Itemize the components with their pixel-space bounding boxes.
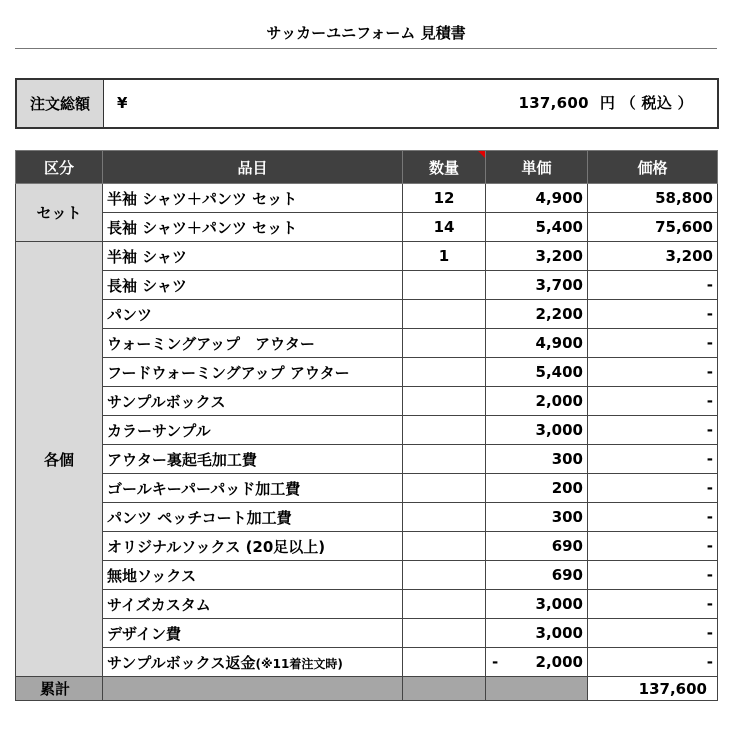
header-quantity [403, 151, 486, 184]
table-row [16, 416, 718, 445]
price-cell[interactable]: - [588, 474, 718, 503]
quantity-cell[interactable] [403, 532, 486, 561]
item-cell[interactable]: オリジナルソックス (20足以上) [103, 532, 403, 561]
total-filler [103, 677, 403, 701]
quantity-cell[interactable] [403, 300, 486, 329]
item-cell[interactable]: パンツ ペッチコート加工費 [103, 503, 403, 532]
document-title: サッカーユニフォーム 見積書 [266, 24, 466, 42]
unit-price-cell[interactable]: 4,900 [486, 184, 588, 213]
order-total-box [15, 78, 719, 129]
quantity-cell[interactable] [403, 561, 486, 590]
unit-price-cell-refund[interactable] [486, 648, 588, 677]
price-cell[interactable]: - [588, 416, 718, 445]
item-cell[interactable]: カラーサンプル [103, 416, 403, 445]
quantity-cell[interactable] [403, 416, 486, 445]
unit-price-cell[interactable]: 5,400 [486, 213, 588, 242]
unit-price-cell[interactable]: 3,000 [486, 619, 588, 648]
total-row [16, 677, 718, 701]
item-cell[interactable]: アウター裏起毛加工費 [103, 445, 403, 474]
unit-price-cell[interactable]: 3,000 [486, 416, 588, 445]
header-item: 品目 [103, 151, 403, 184]
unit-price-cell[interactable]: 2,200 [486, 300, 588, 329]
price-cell[interactable]: - [588, 648, 718, 677]
quantity-cell[interactable] [403, 619, 486, 648]
order-total-amount: 137,600 円 （ 税込 ） [518, 94, 693, 112]
price-cell[interactable]: - [588, 561, 718, 590]
price-cell[interactable]: - [588, 329, 718, 358]
price-cell[interactable]: - [588, 590, 718, 619]
table-row [16, 387, 718, 416]
price-cell[interactable]: - [588, 503, 718, 532]
quantity-cell[interactable] [403, 271, 486, 300]
unit-price-cell[interactable]: 200 [486, 474, 588, 503]
table-row [16, 329, 718, 358]
item-cell[interactable]: デザイン費 [103, 619, 403, 648]
quantity-cell[interactable] [403, 358, 486, 387]
quote-table [15, 150, 718, 701]
quantity-cell[interactable] [403, 503, 486, 532]
price-cell[interactable]: - [588, 445, 718, 474]
item-cell[interactable]: フードウォーミングアップ アウター [103, 358, 403, 387]
unit-price-cell[interactable]: 300 [486, 503, 588, 532]
price-cell[interactable]: - [588, 619, 718, 648]
table-row [16, 358, 718, 387]
table-row [16, 242, 718, 271]
currency-symbol: ¥ [117, 94, 128, 112]
price-cell[interactable]: - [588, 358, 718, 387]
unit-price-cell[interactable]: 690 [486, 561, 588, 590]
total-filler [403, 677, 486, 701]
table-row [16, 184, 718, 213]
unit-price-cell[interactable]: 3,200 [486, 242, 588, 271]
table-row [16, 474, 718, 503]
price-cell[interactable]: 58,800 [588, 184, 718, 213]
quantity-cell[interactable] [403, 474, 486, 503]
refund-item-note: (※11着注文時) [255, 656, 343, 671]
refund-item-label: サンプルボックス返金 [107, 653, 256, 672]
unit-price-cell[interactable]: 4,900 [486, 329, 588, 358]
header-category: 区分 [16, 151, 103, 184]
item-cell[interactable]: 長袖 シャツ＋パンツ セット [103, 213, 403, 242]
quantity-cell[interactable] [403, 387, 486, 416]
quantity-cell[interactable] [403, 329, 486, 358]
item-cell[interactable]: ウォーミングアップ アウター [103, 329, 403, 358]
table-row [16, 590, 718, 619]
quantity-cell[interactable]: 12 [403, 184, 486, 213]
header-price: 価格 [588, 151, 718, 184]
group-label-individual: 各個 [16, 242, 103, 677]
total-label: 累計 [16, 677, 103, 701]
price-cell[interactable]: - [588, 387, 718, 416]
header-quantity-label: 数量 [428, 158, 459, 177]
table-row [16, 503, 718, 532]
table-row [16, 213, 718, 242]
quantity-cell[interactable] [403, 445, 486, 474]
comment-indicator-icon[interactable] [478, 151, 485, 158]
item-cell[interactable]: 半袖 シャツ [103, 242, 403, 271]
price-cell[interactable]: 3,200 [588, 242, 718, 271]
quantity-cell[interactable] [403, 590, 486, 619]
unit-price-cell[interactable]: 2,000 [486, 387, 588, 416]
price-cell[interactable]: - [588, 300, 718, 329]
order-total-label: 注文総額 [17, 80, 104, 127]
price-cell[interactable]: 75,600 [588, 213, 718, 242]
item-cell[interactable]: 無地ソックス [103, 561, 403, 590]
table-row [16, 561, 718, 590]
item-cell[interactable]: サンプルボックス [103, 387, 403, 416]
header-unit-price: 単価 [486, 151, 588, 184]
item-cell[interactable]: パンツ [103, 300, 403, 329]
table-row [16, 648, 718, 677]
table-row [16, 532, 718, 561]
quantity-cell[interactable]: 1 [403, 242, 486, 271]
item-cell[interactable]: 半袖 シャツ＋パンツ セット [103, 184, 403, 213]
table-row [16, 271, 718, 300]
unit-price-cell[interactable]: 3,000 [486, 590, 588, 619]
refund-unit-price: 2,000 [535, 653, 583, 671]
price-cell[interactable]: - [588, 271, 718, 300]
table-row [16, 300, 718, 329]
table-row [16, 445, 718, 474]
total-filler [486, 677, 588, 701]
item-cell[interactable]: サイズカスタム [103, 590, 403, 619]
table-row [16, 619, 718, 648]
item-cell-refund[interactable] [103, 648, 403, 677]
item-cell[interactable]: 長袖 シャツ [103, 271, 403, 300]
item-cell[interactable]: ゴールキーパーパッド加工費 [103, 474, 403, 503]
title-divider [15, 48, 717, 49]
table-header-row [16, 151, 718, 184]
quantity-cell[interactable]: 14 [403, 213, 486, 242]
negative-sign: - [492, 653, 499, 671]
quantity-cell[interactable] [403, 648, 486, 677]
price-cell[interactable]: - [588, 532, 718, 561]
unit-price-cell[interactable]: 5,400 [486, 358, 588, 387]
unit-price-cell[interactable]: 690 [486, 532, 588, 561]
unit-price-cell[interactable]: 300 [486, 445, 588, 474]
total-value[interactable]: 137,600 [588, 677, 718, 701]
group-label-set: セット [16, 184, 103, 242]
unit-price-cell[interactable]: 3,700 [486, 271, 588, 300]
